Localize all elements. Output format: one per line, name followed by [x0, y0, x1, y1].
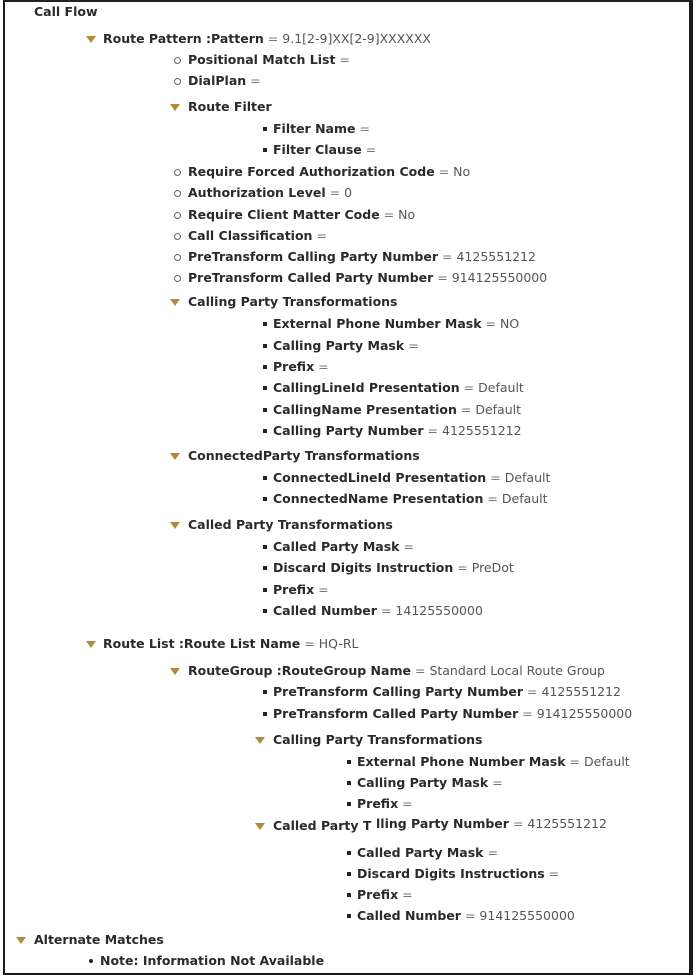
route-list-node[interactable]: Route List :Route List Name = HQ-RL — [103, 636, 359, 651]
bullet-square-icon — [263, 148, 267, 152]
call-classification: Call Classification = — [188, 228, 327, 243]
calling-line-id-presentation: CallingLineId Presentation = Default — [273, 380, 524, 395]
rg-pretransform-calling: PreTransform Calling Party Number = 4125551212 — [273, 684, 622, 699]
bullet-dot-icon — [89, 959, 93, 963]
calling-prefix: Prefix = — [273, 359, 329, 374]
bullet-square-icon — [263, 322, 267, 326]
called-prefix: Prefix = — [273, 582, 329, 597]
bullet-square-icon — [347, 781, 351, 785]
authorization-level: Authorization Level = 0 — [188, 185, 353, 200]
bullet-square-icon — [263, 127, 267, 131]
disclosure-triangle-icon[interactable] — [86, 641, 96, 648]
bullet-square-icon — [347, 893, 351, 897]
bullet-square-icon — [263, 408, 267, 412]
bullet-square-icon — [263, 476, 267, 480]
bullet-square-icon — [263, 545, 267, 549]
disclosure-triangle-icon[interactable] — [86, 36, 96, 43]
disclosure-triangle-icon[interactable] — [255, 737, 265, 744]
bullet-circle-icon — [174, 57, 181, 64]
bullet-circle-icon — [174, 78, 181, 85]
alternate-matches-node[interactable]: Alternate Matches — [34, 932, 164, 947]
route-group-node[interactable]: RouteGroup :RouteGroup Name = Standard Local Route Group — [188, 663, 605, 678]
calling-party-number: Calling Party Number = 4125551212 — [273, 423, 522, 438]
dial-plan: DialPlan = — [188, 73, 261, 88]
cut-off-line — [290, 618, 520, 624]
bullet-circle-icon — [174, 169, 181, 176]
pretransform-calling: PreTransform Calling Party Number = 4125551212 — [188, 249, 537, 264]
bullet-circle-icon — [174, 212, 181, 219]
rg-called-transforms-node[interactable]: Called Party T — [273, 818, 372, 833]
bullet-square-icon — [347, 760, 351, 764]
called-party-mask: Called Party Mask = — [273, 539, 414, 554]
calling-name-presentation: CallingName Presentation = Default — [273, 402, 522, 417]
rg-called-prefix: Prefix = — [357, 887, 413, 902]
bullet-square-icon — [347, 851, 351, 855]
bullet-square-icon — [263, 588, 267, 592]
bullet-square-icon — [263, 497, 267, 501]
filter-name: Filter Name = — [273, 121, 370, 136]
called-transforms-node[interactable]: Called Party Transformations — [188, 517, 393, 532]
route-filter-node[interactable]: Route Filter — [188, 99, 272, 114]
bullet-square-icon — [347, 802, 351, 806]
bullet-circle-icon — [174, 233, 181, 240]
call-flow-title: Call Flow — [34, 4, 98, 19]
bullet-square-icon — [263, 566, 267, 570]
bullet-circle-icon — [174, 254, 181, 261]
bullet-square-icon — [347, 914, 351, 918]
rg-calling-party-mask: Calling Party Mask = — [357, 775, 503, 790]
bullet-square-icon — [263, 712, 267, 716]
route-pattern-node[interactable]: Route Pattern :Pattern = 9.1[2-9]XX[2-9]XXXXXX — [103, 31, 431, 46]
filter-clause: Filter Clause = — [273, 142, 377, 157]
rg-calling-prefix: Prefix = — [357, 796, 413, 811]
disclosure-triangle-icon[interactable] — [170, 104, 180, 111]
rg-calling-party-number-overlap: lling Party Number = 4125551212 — [376, 816, 607, 831]
called-number: Called Number = 14125550000 — [273, 603, 483, 618]
rg-calling-transforms-node[interactable]: Calling Party Transformations — [273, 732, 483, 747]
bullet-square-icon — [263, 344, 267, 348]
rg-external-mask: External Phone Number Mask = Default — [357, 754, 630, 769]
external-mask: External Phone Number Mask = NO — [273, 316, 520, 331]
positional-match-list: Positional Match List = — [188, 52, 350, 67]
pretransform-called: PreTransform Called Party Number = 914125550000 — [188, 270, 548, 285]
discard-digits: Discard Digits Instruction = PreDot — [273, 560, 514, 575]
bullet-square-icon — [263, 386, 267, 390]
disclosure-triangle-icon[interactable] — [170, 299, 180, 306]
connected-line-id-presentation: ConnectedLineId Presentation = Default — [273, 470, 551, 485]
rg-called-number: Called Number = 914125550000 — [357, 908, 575, 923]
alternate-matches-note: Note: Information Not Available — [100, 953, 325, 968]
bullet-square-icon — [347, 872, 351, 876]
disclosure-triangle-icon[interactable] — [170, 668, 180, 675]
bullet-circle-icon — [174, 275, 181, 282]
forced-authorization: Require Forced Authorization Code = No — [188, 164, 471, 179]
bullet-square-icon — [263, 429, 267, 433]
bullet-circle-icon — [174, 190, 181, 197]
rg-pretransform-called: PreTransform Called Party Number = 914125550000 — [273, 706, 633, 721]
bullet-square-icon — [263, 365, 267, 369]
connected-name-presentation: ConnectedName Presentation = Default — [273, 491, 548, 506]
disclosure-triangle-icon[interactable] — [255, 823, 265, 830]
disclosure-triangle-icon[interactable] — [170, 522, 180, 529]
client-matter-code: Require Client Matter Code = No — [188, 207, 416, 222]
disclosure-triangle-icon[interactable] — [16, 937, 26, 944]
bullet-square-icon — [263, 609, 267, 613]
rg-called-party-mask: Called Party Mask = — [357, 845, 498, 860]
disclosure-triangle-icon[interactable] — [170, 453, 180, 460]
connected-transforms-node[interactable]: ConnectedParty Transformations — [188, 448, 420, 463]
calling-party-mask: Calling Party Mask = — [273, 338, 419, 353]
calling-transforms-node[interactable]: Calling Party Transformations — [188, 294, 398, 309]
rg-discard-digits: Discard Digits Instructions = — [357, 866, 560, 881]
bullet-square-icon — [263, 690, 267, 694]
